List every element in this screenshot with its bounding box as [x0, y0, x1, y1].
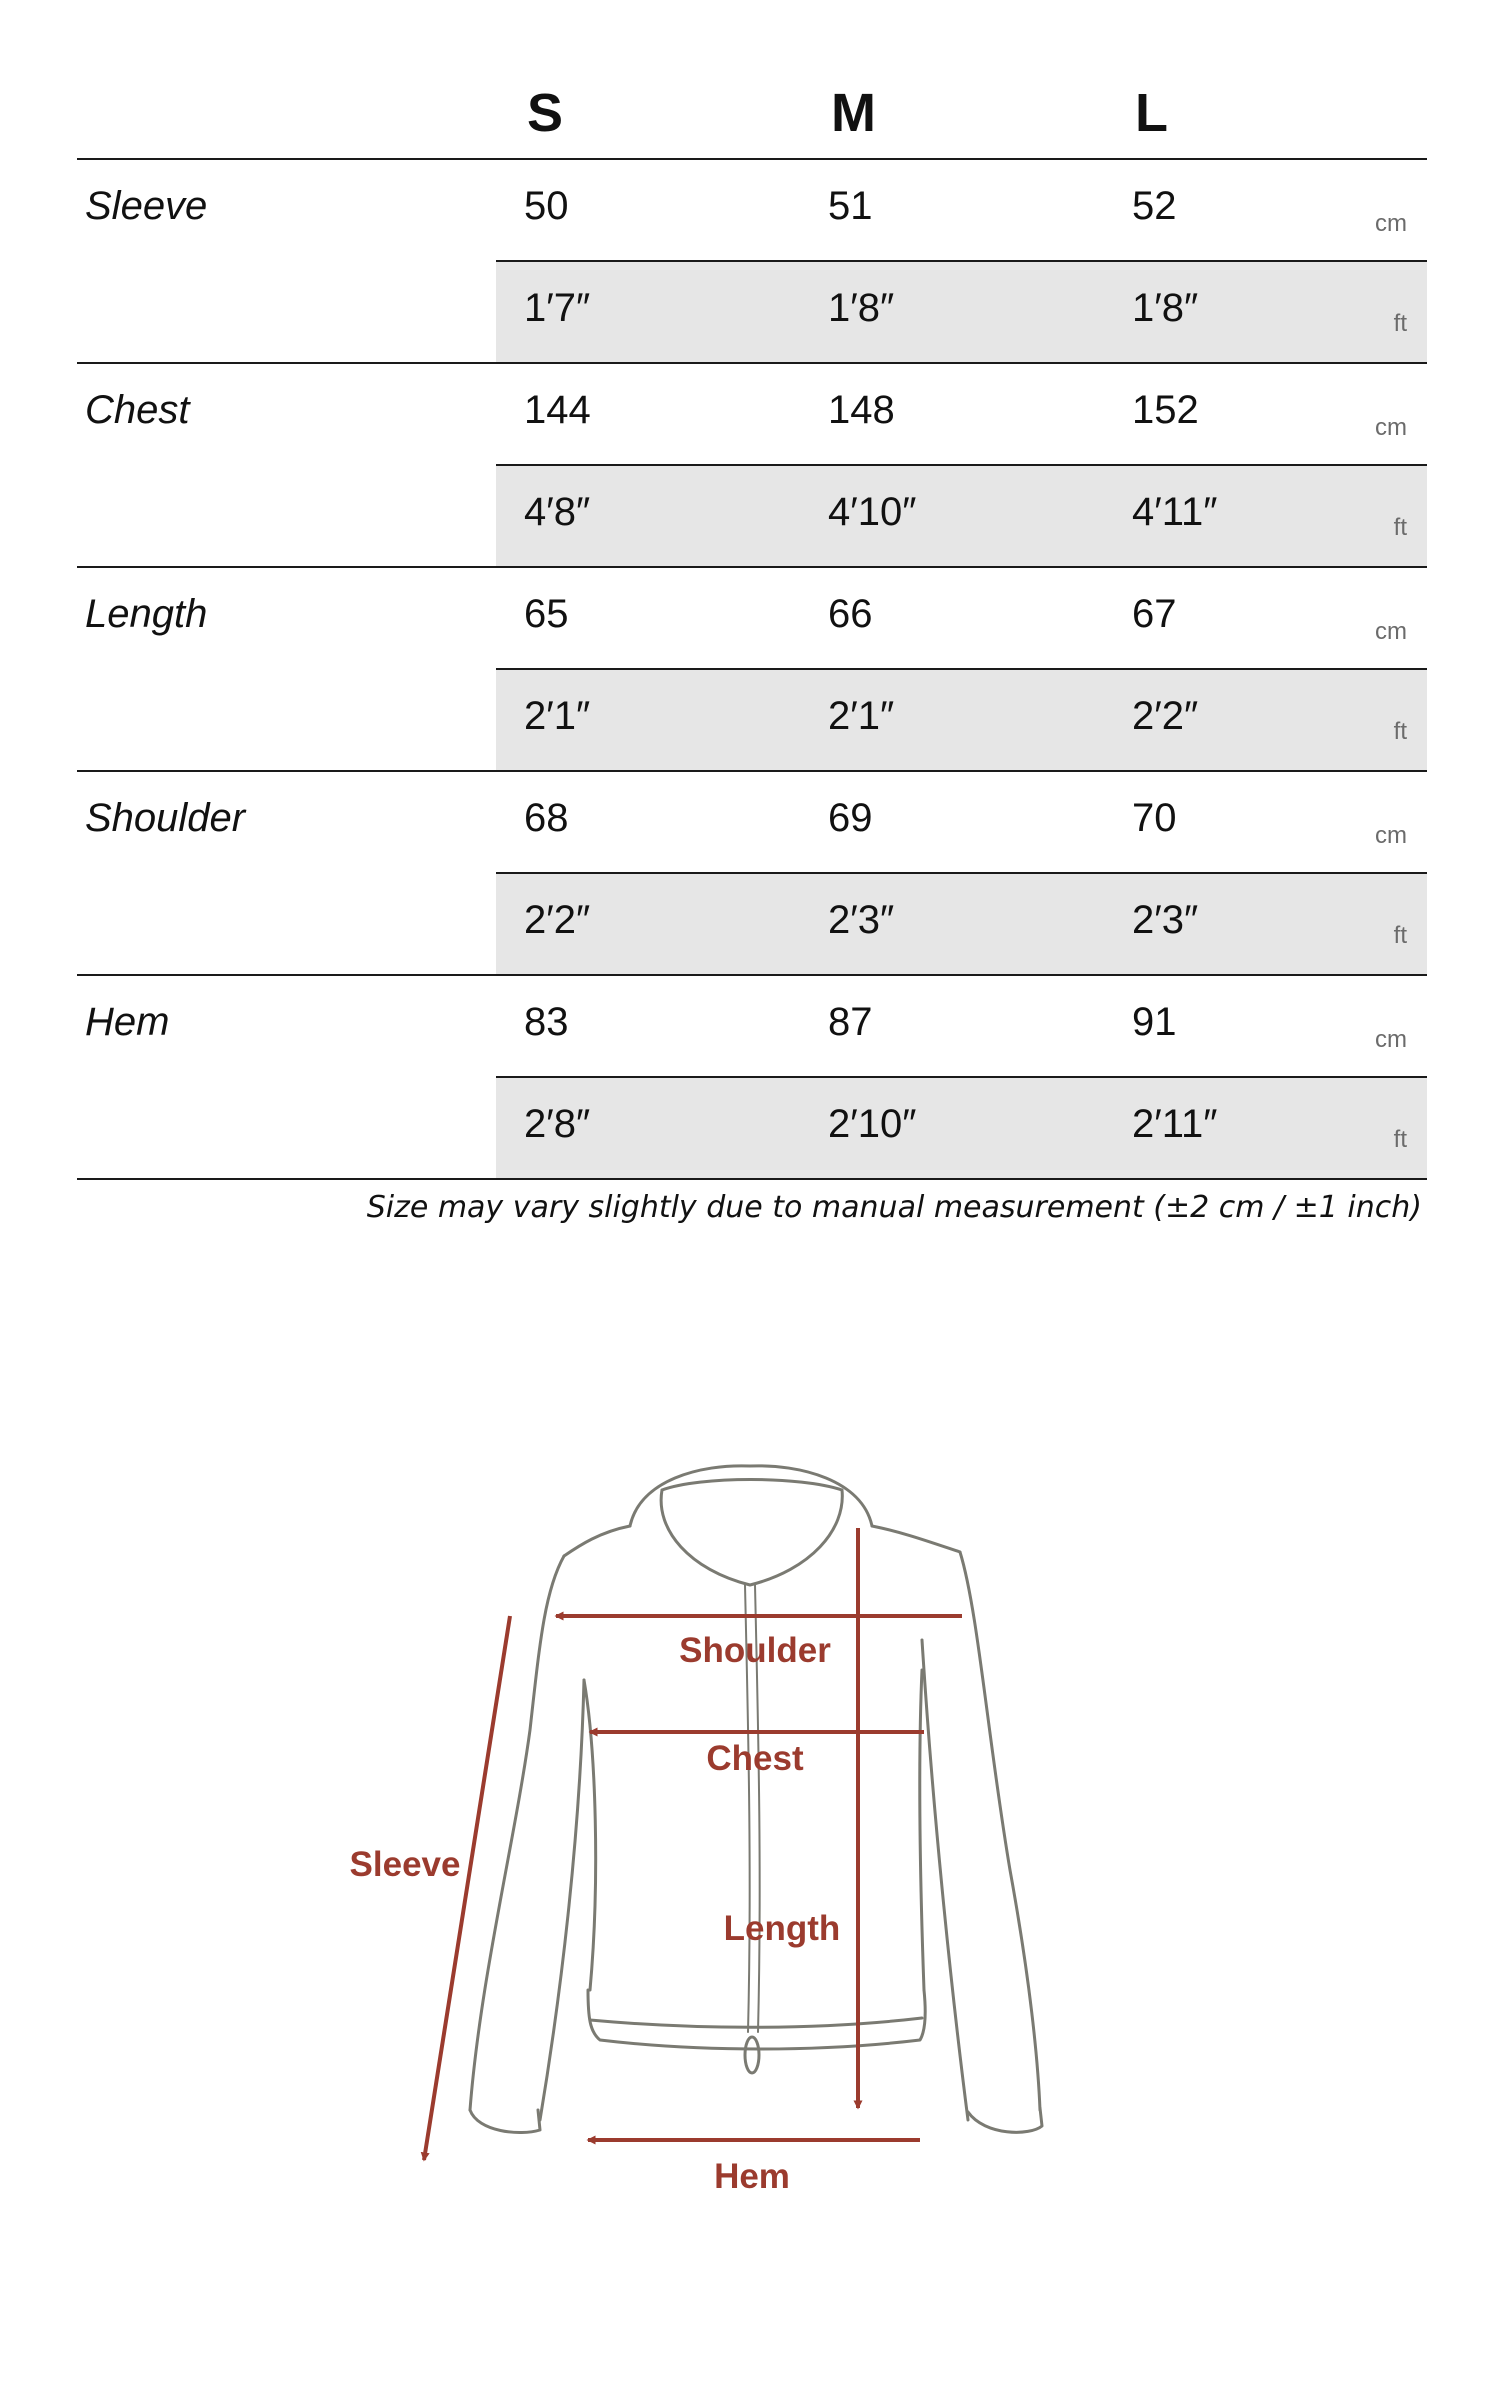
- value-cell: 144: [524, 388, 591, 432]
- value-cell: 87: [828, 1000, 873, 1044]
- value-cell: 4′11″: [1132, 490, 1218, 534]
- measure-group-chest: [77, 364, 1427, 568]
- table-row-ft: [496, 466, 1427, 566]
- zipper-pull: [745, 2037, 759, 2073]
- shoulder-label: Shoulder: [679, 1631, 831, 1670]
- hood-shape: [630, 1466, 872, 1526]
- value-cell: 148: [828, 388, 895, 432]
- left-cuff: [470, 2110, 540, 2133]
- table-row-ft: [496, 670, 1427, 770]
- value-cell: 1′7″: [524, 286, 591, 330]
- value-cell: 2′3″: [828, 898, 895, 942]
- value-cell: 69: [828, 796, 873, 840]
- value-cell: 1′8″: [1132, 286, 1199, 330]
- value-cell: 2′1″: [524, 694, 591, 738]
- hoodie-illustration: [0, 1420, 1500, 2220]
- value-cell: 68: [524, 796, 569, 840]
- size-header-s: S: [527, 83, 564, 143]
- right-cuff: [968, 2108, 1042, 2132]
- left-shoulder: [564, 1526, 630, 1556]
- value-cell: 4′10″: [828, 490, 917, 534]
- value-cell: 152: [1132, 388, 1199, 432]
- value-cell: 66: [828, 592, 873, 636]
- unit-label-cm: cm: [1375, 210, 1407, 237]
- table-row-cm: [496, 772, 1427, 874]
- waistband-line: [590, 2018, 922, 2027]
- measure-group-length: [77, 568, 1427, 772]
- value-cell: 52: [1132, 184, 1177, 228]
- value-cell: 2′1″: [828, 694, 895, 738]
- chest-label: Chest: [706, 1739, 804, 1778]
- unit-label-cm: cm: [1375, 618, 1407, 645]
- measure-label: Shoulder: [85, 796, 246, 840]
- unit-label-ft: ft: [1393, 514, 1407, 541]
- measure-label: Length: [85, 592, 208, 636]
- size-header-m: M: [831, 83, 876, 143]
- measurement-note: Size may vary slightly due to manual measurement (±2 cm / ±1 inch): [366, 1190, 1422, 1225]
- measure-label: Chest: [85, 388, 190, 432]
- unit-label-cm: cm: [1375, 414, 1407, 441]
- value-cell: 51: [828, 184, 873, 228]
- measurement-arrows: [424, 1528, 962, 2160]
- left-sleeve: [470, 1556, 564, 2110]
- body-left-side: [584, 1680, 596, 1990]
- value-cell: 70: [1132, 796, 1177, 840]
- table-row-cm: [496, 364, 1427, 466]
- sleeve-arrow: [424, 1616, 510, 2160]
- unit-label-ft: ft: [1393, 922, 1407, 949]
- unit-label-ft: ft: [1393, 718, 1407, 745]
- measure-group-shoulder: [77, 772, 1427, 976]
- value-cell: 4′8″: [524, 490, 591, 534]
- right-shoulder: [872, 1526, 960, 1552]
- value-cell: 1′8″: [828, 286, 895, 330]
- unit-label-cm: cm: [1375, 1026, 1407, 1053]
- measure-group-sleeve: [77, 160, 1427, 364]
- value-cell: 2′10″: [828, 1102, 917, 1146]
- table-row-ft: [496, 874, 1427, 974]
- value-cell: 2′2″: [524, 898, 591, 942]
- measure-label: Hem: [85, 1000, 170, 1044]
- size-header-row: [77, 0, 1427, 160]
- body-right-side: [920, 1670, 924, 1990]
- measure-group-hem: [77, 976, 1427, 1180]
- measure-label: Sleeve: [85, 184, 208, 228]
- unit-label-cm: cm: [1375, 822, 1407, 849]
- right-arm-inner: [922, 1640, 968, 2120]
- table-row-cm: [496, 976, 1427, 1078]
- hem-label: Hem: [714, 2157, 790, 2196]
- table-row-cm: [496, 568, 1427, 670]
- size-header-l: L: [1135, 83, 1168, 143]
- left-arm-inner: [540, 1680, 584, 2120]
- table-row-ft: [496, 1078, 1427, 1178]
- value-cell: 2′8″: [524, 1102, 591, 1146]
- table-row-ft: [496, 262, 1427, 362]
- value-cell: 67: [1132, 592, 1177, 636]
- size-chart-table: [77, 0, 1427, 1180]
- hoodie-measurement-diagram: [0, 1420, 1500, 2220]
- hoodie-outline: [470, 1466, 1042, 2133]
- hood-top: [662, 1480, 842, 1491]
- unit-label-ft: ft: [1393, 1126, 1407, 1153]
- right-sleeve: [960, 1552, 1040, 2110]
- sleeve-label: Sleeve: [349, 1845, 461, 1884]
- value-cell: 2′2″: [1132, 694, 1199, 738]
- table-row-cm: [496, 160, 1427, 262]
- value-cell: 2′11″: [1132, 1102, 1218, 1146]
- value-cell: 50: [524, 184, 569, 228]
- hood-brim: [661, 1490, 842, 1585]
- value-cell: 65: [524, 592, 569, 636]
- length-label: Length: [723, 1909, 841, 1948]
- value-cell: 83: [524, 1000, 569, 1044]
- value-cell: 91: [1132, 1000, 1177, 1044]
- unit-label-ft: ft: [1393, 310, 1407, 337]
- value-cell: 2′3″: [1132, 898, 1199, 942]
